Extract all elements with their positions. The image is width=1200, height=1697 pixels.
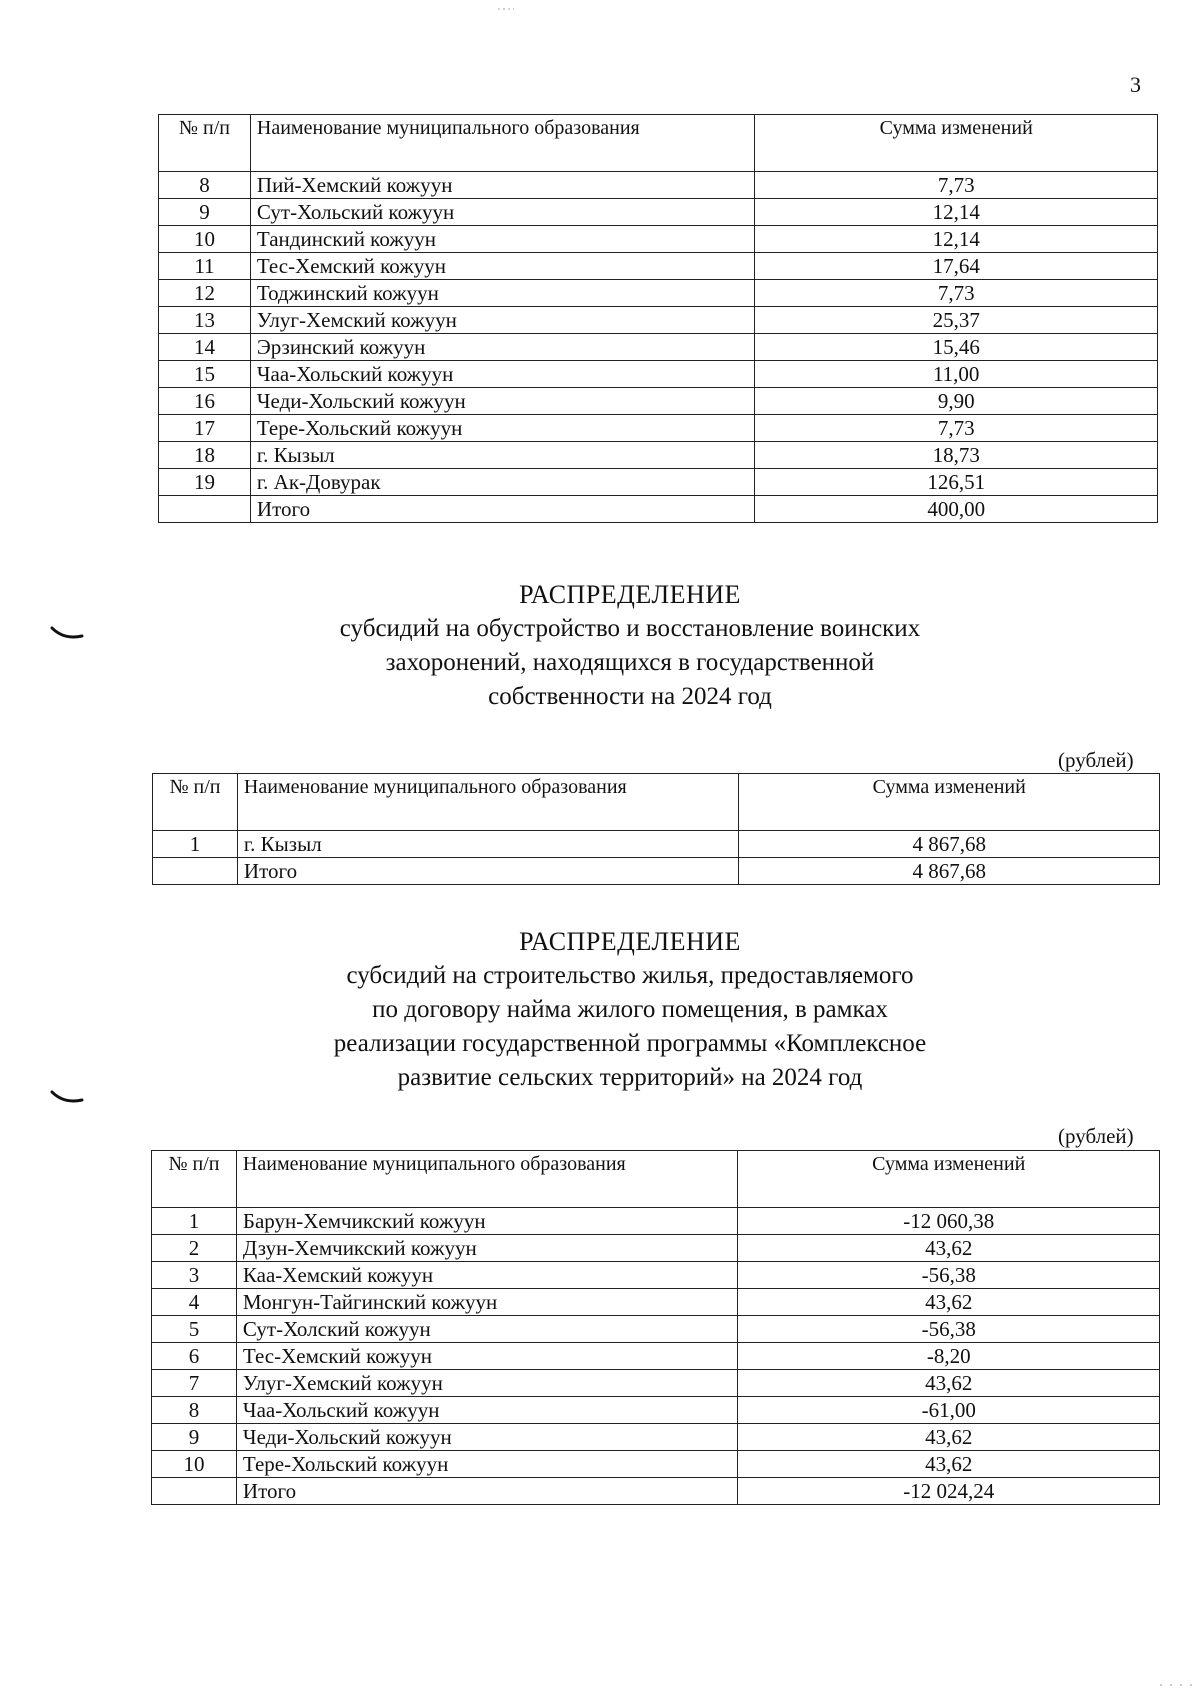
header-name: Наименование муниципального образования — [236, 1151, 738, 1208]
table-row — [152, 1208, 1160, 1235]
cell-num-empty — [153, 858, 238, 885]
cell-sum: -61,00 — [738, 1397, 1160, 1424]
cell-num: 10 — [152, 1451, 237, 1478]
cell-name: Пий-Хемский кожуун — [250, 172, 755, 199]
table-row — [159, 442, 1158, 469]
cell-name: Тере-Хольский кожуун — [250, 415, 755, 442]
table-row — [152, 1262, 1160, 1289]
cell-num: 7 — [152, 1370, 237, 1397]
scan-dots-corner — [1160, 1683, 1200, 1687]
cell-num: 12 — [159, 280, 251, 307]
heading-title: РАСПРЕДЕЛЕНИЕ — [519, 580, 741, 609]
table-row — [159, 253, 1158, 280]
header-name: Наименование муниципального образования — [250, 115, 755, 172]
table-row — [152, 1235, 1160, 1262]
cell-name: г. Кызыл — [237, 831, 739, 858]
cell-sum: 12,14 — [755, 199, 1158, 226]
table-housing — [151, 1150, 1160, 1505]
scan-mark — [50, 624, 84, 642]
scan-dots-top — [498, 8, 514, 10]
cell-num: 4 — [152, 1289, 237, 1316]
heading-line: субсидий на обустройство и восстановление воинских — [339, 615, 921, 642]
heading-line: по договору найма жилого помещения, в рамках — [372, 996, 888, 1023]
cell-num: 19 — [159, 469, 251, 496]
heading-line: собственности на 2024 год — [488, 683, 772, 710]
cell-sum: 43,62 — [738, 1370, 1160, 1397]
cell-sum: 7,73 — [755, 280, 1158, 307]
cell-num: 6 — [152, 1343, 237, 1370]
cell-num: 11 — [159, 253, 251, 280]
heading-line: захоронений, находящихся в государственной — [385, 649, 875, 676]
table-header-row — [159, 115, 1158, 172]
cell-name: Сут-Холский кожуун — [236, 1316, 738, 1343]
cell-name: Тере-Хольский кожуун — [236, 1451, 738, 1478]
table-row — [159, 469, 1158, 496]
cell-sum: -56,38 — [738, 1262, 1160, 1289]
cell-num: 18 — [159, 442, 251, 469]
table-total-row — [153, 858, 1160, 885]
cell-sum: 11,00 — [755, 361, 1158, 388]
table-row — [152, 1424, 1160, 1451]
cell-sum: -12 060,38 — [738, 1208, 1160, 1235]
cell-num: 3 — [152, 1262, 237, 1289]
cell-num: 1 — [153, 831, 238, 858]
cell-name: Чеди-Хольский кожуун — [250, 388, 755, 415]
cell-name: Чаа-Хольский кожуун — [236, 1397, 738, 1424]
header-num: № п/п — [153, 774, 238, 831]
heading-line: развитие сельских территорий» на 2024 год — [397, 1064, 863, 1091]
cell-name: Монгун-Тайгинский кожуун — [236, 1289, 738, 1316]
cell-num: 15 — [159, 361, 251, 388]
table-distribution-continued — [158, 114, 1158, 523]
table-row — [152, 1316, 1160, 1343]
cell-name: Тандинский кожуун — [250, 226, 755, 253]
header-sum: Сумма изменений — [739, 774, 1160, 831]
scan-mark — [50, 1088, 84, 1106]
header-sum: Сумма изменений — [738, 1151, 1160, 1208]
cell-num: 8 — [152, 1397, 237, 1424]
cell-name: Дзун-Хемчикский кожуун — [236, 1235, 738, 1262]
units-label: (рублей) — [1058, 1124, 1134, 1148]
cell-sum: 7,73 — [755, 415, 1158, 442]
cell-name: Тоджинский кожуун — [250, 280, 755, 307]
cell-num-empty — [152, 1478, 237, 1505]
cell-sum: 12,14 — [755, 226, 1158, 253]
total-label: Итого — [250, 496, 755, 523]
cell-num: 9 — [152, 1424, 237, 1451]
cell-num: 16 — [159, 388, 251, 415]
total-sum: 400,00 — [755, 496, 1158, 523]
table-row — [152, 1370, 1160, 1397]
table-row — [159, 361, 1158, 388]
cell-num: 9 — [159, 199, 251, 226]
cell-sum: 43,62 — [738, 1424, 1160, 1451]
cell-num: 1 — [152, 1208, 237, 1235]
heading-line: реализации государственной программы «Комплексное — [333, 1030, 927, 1057]
section-heading-housing — [200, 925, 1060, 1095]
cell-name: Тес-Хемский кожуун — [236, 1343, 738, 1370]
header-num: № п/п — [159, 115, 251, 172]
cell-name: Чеди-Хольский кожуун — [236, 1424, 738, 1451]
header-sum: Сумма изменений — [755, 115, 1158, 172]
cell-sum: 43,62 — [738, 1235, 1160, 1262]
cell-sum: 15,46 — [755, 334, 1158, 361]
cell-name: г. Ак-Довурак — [250, 469, 755, 496]
cell-num: 8 — [159, 172, 251, 199]
cell-sum: 43,62 — [738, 1451, 1160, 1478]
table-row — [152, 1397, 1160, 1424]
cell-num: 17 — [159, 415, 251, 442]
table-row — [159, 226, 1158, 253]
table-total-row — [152, 1478, 1160, 1505]
cell-name: г. Кызыл — [250, 442, 755, 469]
cell-sum: 4 867,68 — [739, 831, 1160, 858]
cell-num: 14 — [159, 334, 251, 361]
cell-name: Улуг-Хемский кожуун — [236, 1370, 738, 1397]
heading-line: субсидий на строительство жилья, предоставляемого — [346, 962, 914, 989]
table-row — [152, 1289, 1160, 1316]
total-sum: -12 024,24 — [738, 1478, 1160, 1505]
total-sum: 4 867,68 — [739, 858, 1160, 885]
cell-sum: 126,51 — [755, 469, 1158, 496]
cell-sum: 17,64 — [755, 253, 1158, 280]
table-military-graves — [152, 773, 1160, 885]
cell-sum: 25,37 — [755, 307, 1158, 334]
units-label: (рублей) — [1058, 748, 1134, 772]
table-row — [159, 415, 1158, 442]
cell-sum: 9,90 — [755, 388, 1158, 415]
table-row — [153, 831, 1160, 858]
table-row — [159, 388, 1158, 415]
cell-sum: -56,38 — [738, 1316, 1160, 1343]
table-row — [159, 172, 1158, 199]
table-row — [152, 1451, 1160, 1478]
cell-num: 13 — [159, 307, 251, 334]
cell-name: Чаа-Хольский кожуун — [250, 361, 755, 388]
cell-name: Барун-Хемчикский кожуун — [236, 1208, 738, 1235]
cell-sum: 7,73 — [755, 172, 1158, 199]
cell-name: Эрзинский кожуун — [250, 334, 755, 361]
table-row — [159, 334, 1158, 361]
table-row — [159, 199, 1158, 226]
cell-num: 5 — [152, 1316, 237, 1343]
cell-num-empty — [159, 496, 251, 523]
section-heading-military-graves — [200, 578, 1060, 714]
cell-name: Сут-Хольский кожуун — [250, 199, 755, 226]
cell-sum: 43,62 — [738, 1289, 1160, 1316]
cell-sum: -8,20 — [738, 1343, 1160, 1370]
header-num: № п/п — [152, 1151, 237, 1208]
cell-sum: 18,73 — [755, 442, 1158, 469]
table-header-row — [152, 1151, 1160, 1208]
page-number: 3 — [1130, 72, 1141, 97]
table-header-row — [153, 774, 1160, 831]
total-label: Итого — [236, 1478, 738, 1505]
cell-name: Каа-Хемский кожуун — [236, 1262, 738, 1289]
header-name: Наименование муниципального образования — [237, 774, 739, 831]
heading-title: РАСПРЕДЕЛЕНИЕ — [519, 927, 741, 956]
table-row — [159, 280, 1158, 307]
cell-num: 10 — [159, 226, 251, 253]
table-total-row — [159, 496, 1158, 523]
cell-num: 2 — [152, 1235, 237, 1262]
cell-name: Тес-Хемский кожуун — [250, 253, 755, 280]
cell-name: Улуг-Хемский кожуун — [250, 307, 755, 334]
table-row — [152, 1343, 1160, 1370]
table-row — [159, 307, 1158, 334]
total-label: Итого — [237, 858, 739, 885]
